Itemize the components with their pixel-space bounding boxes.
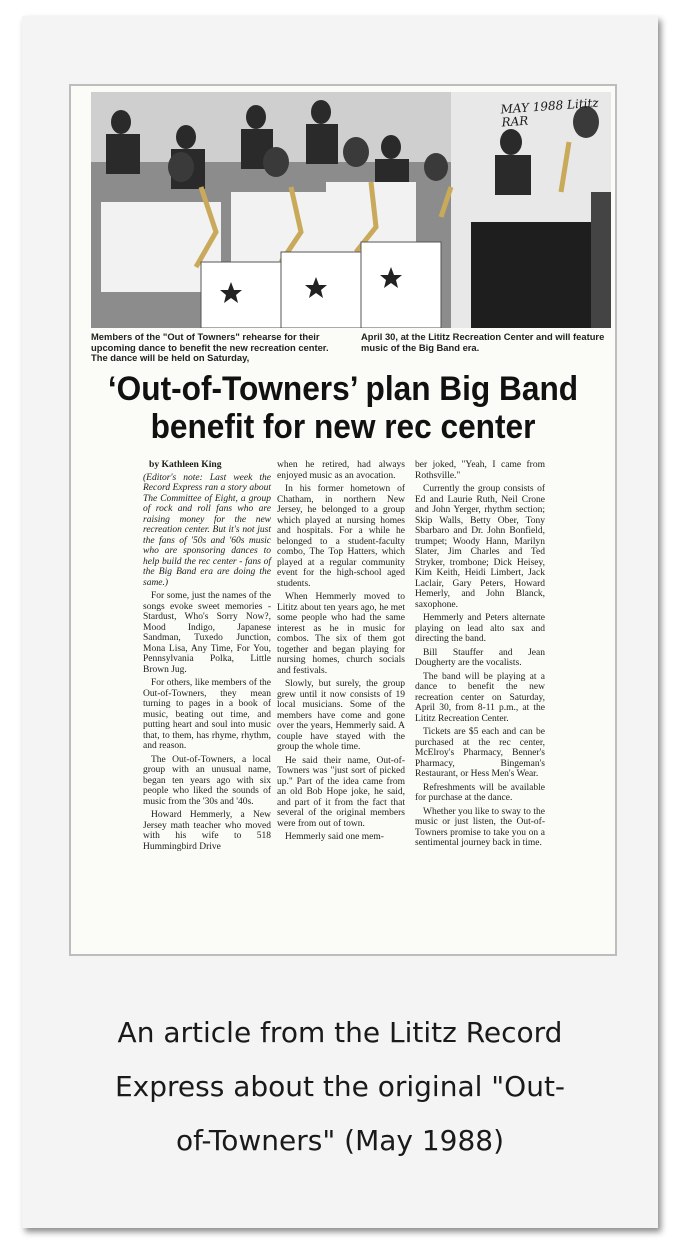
photo-card [22, 16, 658, 1228]
newspaper-clipping [69, 84, 617, 956]
article-paragraph: The Out-of-Towners, a local group with an unusual name, began ten years ago with six people who liked the sounds of music from the '30s and '40s. [143, 754, 271, 807]
band-rehearsal-photo [91, 92, 611, 328]
description-line-3: of-Towners" (May 1988) [175, 1124, 505, 1157]
description-line-2: Express about the original "Out- [114, 1070, 566, 1103]
description-line-1: An article from the Lititz Record [117, 1016, 563, 1049]
article-paragraph: when he retired, had always enjoyed music as an avocation. [277, 460, 405, 481]
article-headline [96, 370, 591, 446]
photo-caption-left: Members of the "Out of Towners" rehearse for their upcoming dance to benefit the new recreation center. The dance will be held on Saturday, [91, 331, 329, 363]
article-paragraph: Whether you like to sway to the music or just listen, the Out-of-Towners promise to take you on a sentimental journey back in time. [415, 806, 545, 848]
article-paragraph: Hemmerly said one mem- [285, 832, 384, 842]
article-paragraph: In his former hometown of Chatham, in northern New Jersey, he belonged to a group which played at nursing homes and hospitals. For a while he belonged to a student-faculty combo, The Top Hatters, which played at a regular community event for the high-school aged students. [277, 484, 405, 589]
article-column-2 [277, 460, 405, 846]
handwritten-date-note: MAY 1988 Lititz RAR [500, 95, 600, 130]
article-paragraph: ber joked, "Yeah, I came from Rothsville." [415, 460, 545, 481]
photo-caption-right: April 30, at the Lititz Recreation Center and will feature music of the Big Band era. [361, 331, 605, 353]
byline: by Kathleen King [149, 459, 222, 470]
headline-line-2: benefit for new rec center [150, 408, 536, 446]
article-column-1 [143, 460, 271, 855]
headline-line-1: ‘Out-of-Towners’ plan Big Band [107, 370, 579, 408]
article-paragraph: He said their name, Out-of-Towners was "just sort of picked up." Part of the idea came from an old Bob Hope joke, he said, and part of it from the fact that several of the original members were from out of town. [277, 755, 405, 829]
image-description [22, 1006, 658, 1168]
article-paragraph: For some, just the names of the songs evoke sweet memories - Stardust, Who's Sorry Now?, Mood Indigo, Japanese Sandman, Tuxedo Junction, Mona Lisa, Any Time, For You, Pennsylvania Polka, Little Brown Jug. [143, 591, 271, 675]
article-paragraph: For others, like members of the Out-of-Towners, they mean turning to pages in a book of music, beating out time, and putting heart and soul into music that, to them, has rhyme, rhythm, and reason. [143, 678, 271, 751]
editors-note: (Editor's note: Last week the Record Express ran a story about The Committee of Eight, a group of rock and roll fans who are raising money for the new recreation center. But it's not just the fans of '50s and '60s music who are sponsoring dances to help build the rec center - fans of the Big Band era are doing the same.) [143, 472, 271, 588]
article-paragraph: When Hemmerly moved to Lititz about ten years ago, he met some people who had the same interest as he in music for combos. The six of them got together and began playing for nursing homes, church socials and festivals. [277, 592, 405, 676]
article-paragraph: Refreshments will be available for purchase at the dance. [415, 782, 545, 803]
article-paragraph: Tickets are $5 each and can be purchased at the rec center, McElroy's Pharmacy, Benner's Pharmacy, Bingeman's Restaurant, or Hess Men's Wear. [415, 727, 545, 779]
article-paragraph: Hemmerly and Peters alternate playing on lead alto sax and directing the band. [415, 613, 545, 644]
article-paragraph: Currently the group consists of Ed and Laurie Ruth, Neil Crone and John Yerger, rhythm section; Skip Walls, Betty Ober, Tony Sbarbaro and Dr. John Bonfield, trumpet; Woody Hann, Marilyn Slater, Jim Charles and Ted Stryker, trombone; Dick Heisey, Kim Keith, Heidi Limbert, Jack Laclair, Gary Peters, Howard Hemerly, and John Blanck, saxophone. [415, 484, 545, 610]
article-paragraph: Bill Stauffer and Jean Dougherty are the vocalists. [415, 647, 545, 668]
article-paragraph: Howard Hemmerly, a New Jersey math teacher who moved with his wife to 518 Hummingbird Drive [143, 810, 271, 852]
article-paragraph: The band will be playing at a dance to benefit the new recreation center on Saturday, April 30, from 8-11 p.m., at the Lititz Recreation Center. [415, 671, 545, 724]
article-paragraph: Slowly, but surely, the group grew until it now consists of 19 local musicians. Some of the members have come and gone over the years, Hemmerly said. A couple have stayed with the group the whole time. [277, 679, 405, 752]
article-column-3 [415, 460, 545, 852]
